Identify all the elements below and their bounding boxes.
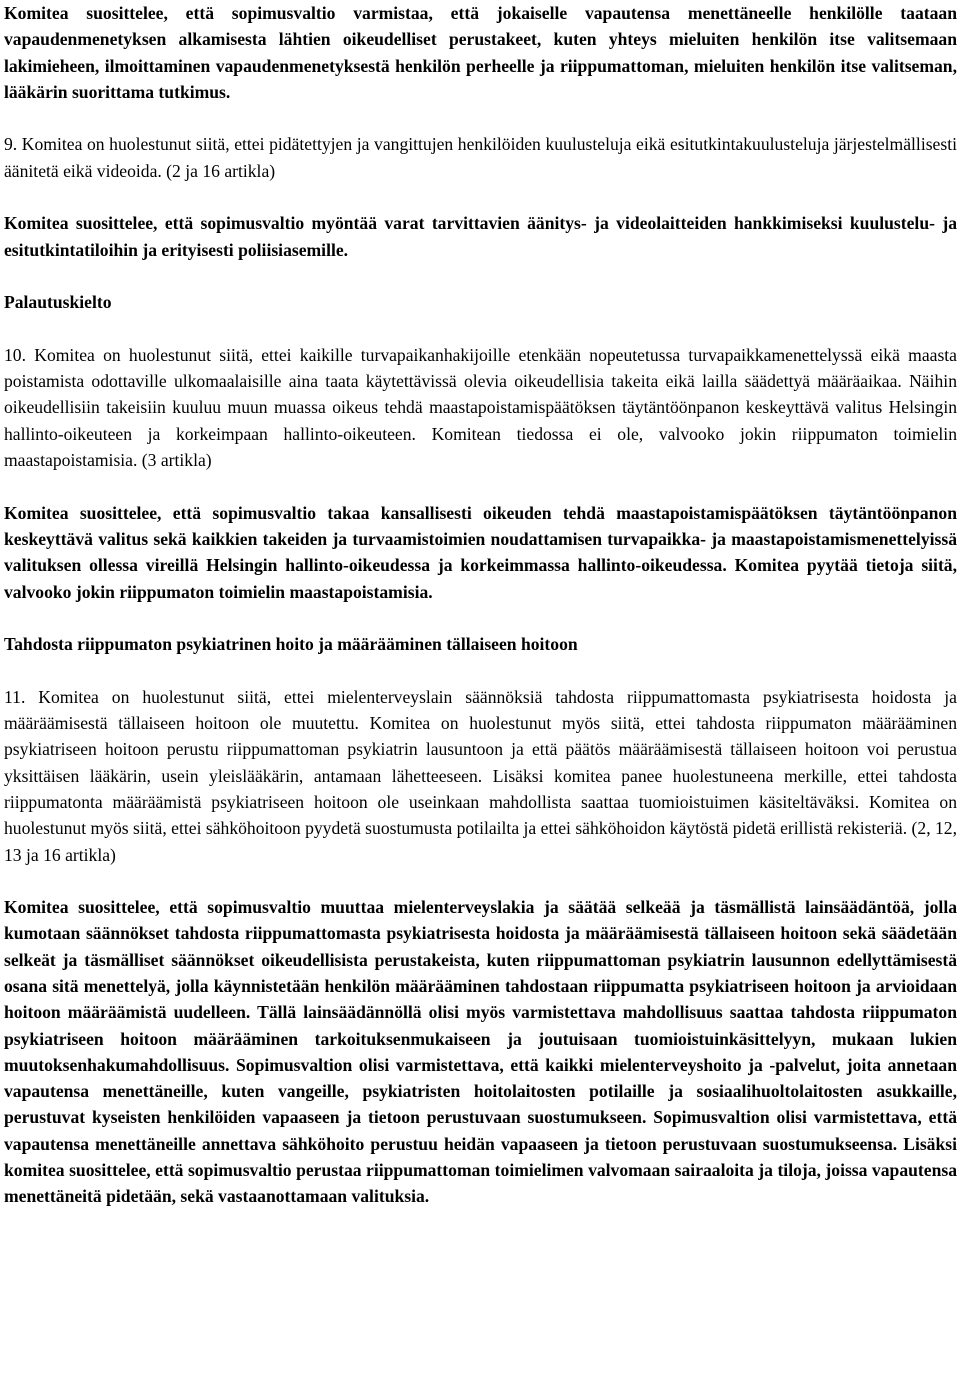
section-heading-non-refoulement: Palautuskielto — [4, 292, 112, 313]
recommendation-paragraph-appeal: Komitea suosittelee, että sopimusvaltio takaa kansallisesti oikeuden tehdä maastapoistamispäätöksen täytäntöönpanon keskeyttävä valitus sekä kaikkien takeiden ja turvaamistoimien noudattamisen turvapaikka- ja maastapoistamismenettelyissä valituksen ollessa vireillä Helsingin hallinto-oikeudessa ja korkeimmassa hallinto-oikeudessa. Komitea pyytää tietoja siitä, valvooko jokin riippumaton toimielin maastapoistamisia. — [4, 502, 957, 602]
concern-paragraph-11: 11. Komitea on huolestunut siitä, ettei mielenterveyslain säännöksiä tahdosta riippumattomasta psykiatrisesta hoidosta ja määräämisestä tällaiseen hoitoon ole muutettu. Komitea on huolestunut myös siitä, ettei tahdosta riippumaton määrääminen psykiatriseen hoitoon perustu riippumattoman psykiatrin lausuntoon ja että päätös määräämisestä tällaiseen hoitoon voi perustua yksittäisen lääkärin, usein yleislääkärin, antamaan lähetteeseen. Lisäksi komitea panee huolestuneena merkille, ettei tahdosta riippumatonta määräämistä psykiatriseen hoitoon ole useinkaan mahdollista saattaa tuomioistuimen käsiteltäväksi. Komitea on huolestunut myös siitä, ettei sähköhoitoon pyydetä suostumusta potilailta ja ettei sähköhoidon käytöstä pidetä erillistä rekisteriä. (2, 12, 13 ja 16 artikla) — [4, 686, 957, 865]
recommendation-paragraph-legal-safeguards: Komitea suosittelee, että sopimusvaltio varmistaa, että jokaiselle vapautensa menettäneelle henkilölle taataan vapaudenmenetyksen alkamisesta lähtien oikeudelliset perustakeet, kuten yhteys mieluiten henkilön itse valitsemaan lakimieheen, ilmoittaminen vapaudenmenetyksestä henkilön perheelle ja riippumattoman, mieluiten henkilön itse valitseman, lääkärin suorittama tutkimus. — [4, 3, 957, 102]
recommendation-paragraph-recording: Komitea suosittelee, että sopimusvaltio myöntää varat tarvittavien äänitys- ja videolaitteiden hankkimiseksi kuulustelu- ja esitutkintatiloihin ja erityisesti poliisiasemille. — [4, 213, 957, 260]
concern-paragraph-10: 10. Komitea on huolestunut siitä, ettei kaikille turvapaikanhakijoille etenkään nopeutetussa turvapaikkamenettelyssä eikä maasta poistamista odottaville ulkomaalaisille aina taata käytettävissä olevia oikeudellisia takeita eikä lailla säädettyä määräaikaa. Näihin oikeudellisiin takeisiin kuuluu muun muassa oikeus tehdä maastapoistamispäätöksen täytäntöönpanon keskeyttävä valitus Helsingin hallinto-oikeuteen ja korkeimpaan hallinto-oikeuteen. Komitean tiedossa ei ole, valvooko jokin riippumaton toimielin maastapoistamisia. (3 artikla) — [4, 344, 957, 471]
section-heading-psychiatric-care: Tahdosta riippumaton psykiatrinen hoito ja määrääminen tällaiseen hoitoon — [4, 634, 578, 655]
concern-paragraph-9: 9. Komitea on huolestunut siitä, ettei pidätettyjen ja vangittujen henkilöiden kuulusteluja eikä esitutkintakuulusteluja järjestelmällisesti äänitetä eikä videoida. (2 ja 16 artikla) — [4, 134, 957, 181]
document-page — [4, 0, 957, 1210]
recommendation-paragraph-mental-health: Komitea suosittelee, että sopimusvaltio muuttaa mielenterveyslakia ja säätää selkeää ja täsmällistä lainsäädäntöä, jolla kumotaan säännökset tahdosta riippumattomasta psykiatrisesta hoidosta ja määräämisestä tällaiseen hoitoon sekä säädetään selkeät ja täsmälliset säännökset oikeudellisista perustakeista, kuten riippumattoman psykiatrin lausunnon edellyttämisestä osana sitä menettelyä, jolla käynnistetään henkilön määrääminen tahdostaan riippumatta psykiatriseen hoitoon ja arvioidaan hoitoon määräämistä uudelleen. Tällä lainsäädännöllä olisi myös varmistettava mahdollisuus saattaa tahdosta riippumaton psykiatriseen hoitoon määrääminen tarkoituksenmukaiseen ja joutuisaan tuomioistuinkäsittelyyn, mukaan lukien muutoksenhakumahdollisuus. Sopimusvaltion olisi varmistettava, että kaikki mielenterveyshoito ja -palvelut, joita annetaan vapautensa menettäneille, kuten vangeille, psykiatristen hoitolaitosten potilaille ja sosiaalihuoltolaitosten asukkaille, perustuvat kyseisten henkilöiden vapaaseen ja tietoon perustuvaan suostumukseen. Sopimusvaltion olisi varmistettava, että vapautensa menettäneille annettava sähköhoito perustuu heidän vapaaseen ja tietoon perustuvaan suostumukseensa. Lisäksi komitea suosittelee, että sopimusvaltio perustaa riippumattoman toimielimen valvomaan sairaaloita ja tiloja, joissa vapautensa menettäneitä pidetään, sekä vastaanottamaan valituksia. — [4, 897, 957, 1207]
